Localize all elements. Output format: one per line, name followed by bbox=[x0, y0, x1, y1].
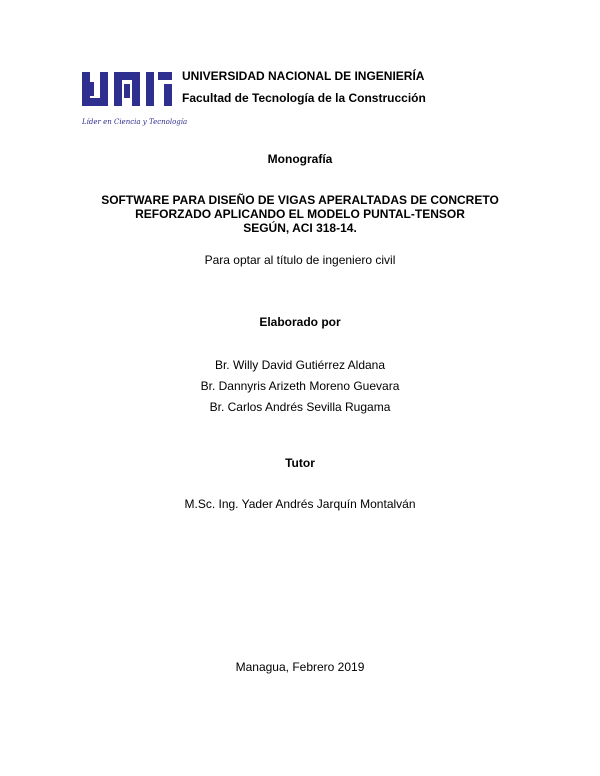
title-line: SOFTWARE PARA DISEÑO DE VIGAS APERALTADAS DE CONCRETO bbox=[101, 193, 499, 207]
tutor-name: M.Sc. Ing. Yader Andrés Jarquín Montalván bbox=[184, 497, 416, 511]
authors-heading: Elaborado por bbox=[259, 315, 341, 329]
faculty-name: Facultad de Tecnología de la Construcción bbox=[182, 91, 426, 105]
tutor-heading: Tutor bbox=[285, 456, 315, 470]
author-name: Br. Dannyris Arizeth Moreno Guevara bbox=[200, 379, 400, 393]
thesis-title bbox=[0, 193, 600, 235]
authors-list bbox=[0, 355, 600, 418]
degree-purpose: Para optar al título de ingeniero civil bbox=[204, 253, 396, 267]
document-type: Monografía bbox=[267, 152, 333, 166]
author-name: Br. Carlos Andrés Sevilla Rugama bbox=[209, 400, 391, 414]
title-line: SEGÚN, ACI 318-14. bbox=[243, 221, 357, 235]
logo-motto: Líder en Ciencia y Tecnología bbox=[82, 118, 188, 126]
place-date: Managua, Febrero 2019 bbox=[235, 660, 365, 674]
title-line: REFORZADO APLICANDO EL MODELO PUNTAL-TENSOR bbox=[135, 207, 465, 221]
university-name: UNIVERSIDAD NACIONAL DE INGENIERÍA bbox=[182, 69, 425, 83]
author-name: Br. Willy David Gutiérrez Aldana bbox=[214, 358, 386, 372]
university-logo bbox=[80, 70, 188, 132]
